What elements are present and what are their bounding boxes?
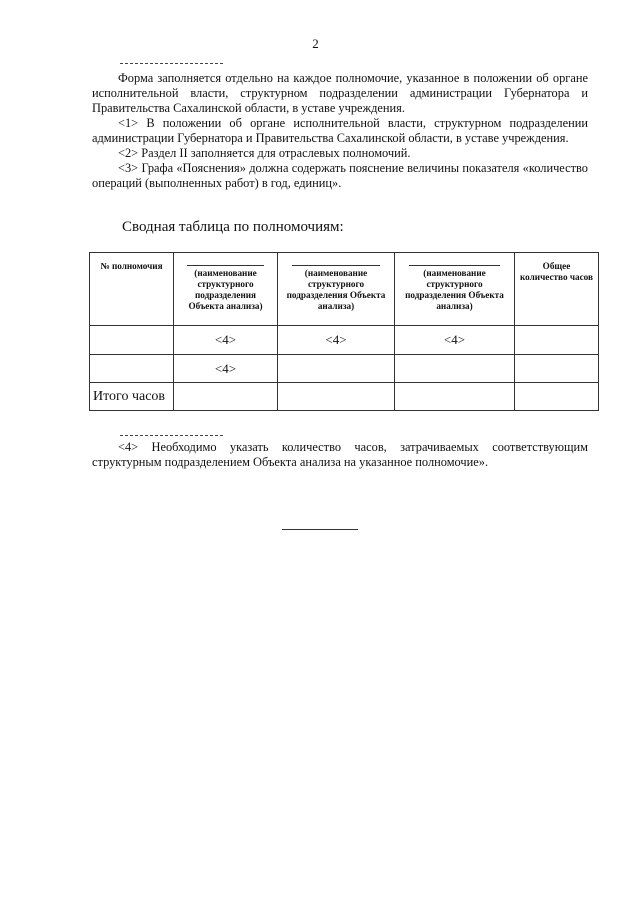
header-subdivision-1-text: (наименование структурного подразделения Объекта анализа)	[188, 268, 263, 311]
header-subdivision-2	[278, 253, 395, 326]
table-heading: Сводная таблица по полномочиям:	[122, 219, 344, 235]
note-3: <3> Графа «Пояснения» должна содержать пояснение величины показателя «количество операций (выполненных работ) в год, единиц».	[92, 161, 588, 190]
total-hours-label: Итого часов	[90, 383, 174, 411]
note-1: <1> В положении об органе исполнительной власти, структурном подразделении администрации Губернатора и Правительства Сахалинской области, в уставе учреждения.	[92, 116, 588, 145]
table-cell: <4>	[395, 326, 515, 355]
table-cell	[515, 355, 599, 383]
header-subdivision-1	[174, 253, 278, 326]
table-total-row	[90, 383, 599, 411]
header-subdivision-3	[395, 253, 515, 326]
table-cell	[278, 355, 395, 383]
end-line	[282, 529, 358, 530]
table-cell	[278, 383, 395, 411]
note-form-instruction: Форма заполняется отдельно на каждое полномочие, указанное в положении об органе исполнительной власти, структурном подразделении администрации Губернатора и Правительства Сахалинской области, в уставе учреждения.	[92, 71, 588, 115]
table-row	[90, 326, 599, 355]
header-subdivision-2-text: (наименование структурного подразделения Объекта анализа)	[286, 268, 386, 311]
notes-block	[92, 71, 588, 191]
note-2: <2> Раздел II заполняется для отраслевых полномочий.	[118, 146, 411, 160]
header-subdivision-3-text: (наименование структурного подразделения Объекта анализа)	[405, 268, 504, 311]
footnote-separator-2	[120, 435, 223, 436]
table-cell	[515, 383, 599, 411]
footnote-separator	[120, 63, 223, 64]
footnote-block	[92, 440, 588, 470]
table-cell: <4>	[174, 355, 278, 383]
table-cell: <4>	[278, 326, 395, 355]
table-row	[90, 355, 599, 383]
table-header-row	[90, 253, 599, 326]
table-cell: <4>	[174, 326, 278, 355]
summary-table	[89, 252, 599, 411]
table-cell	[90, 326, 174, 355]
header-authority-number: № полномочия	[90, 253, 174, 326]
footnote-4: <4> Необходимо указать количество часов, затрачиваемых соответствующим структурным подразделением Объекта анализа на указанное полномочие».	[92, 440, 588, 469]
table-cell	[395, 383, 515, 411]
table-cell	[395, 355, 515, 383]
page-number: 2	[312, 36, 319, 51]
header-total-hours: Общее количество часов	[515, 253, 599, 326]
table-cell	[90, 355, 174, 383]
table-cell	[515, 326, 599, 355]
table-cell	[174, 383, 278, 411]
